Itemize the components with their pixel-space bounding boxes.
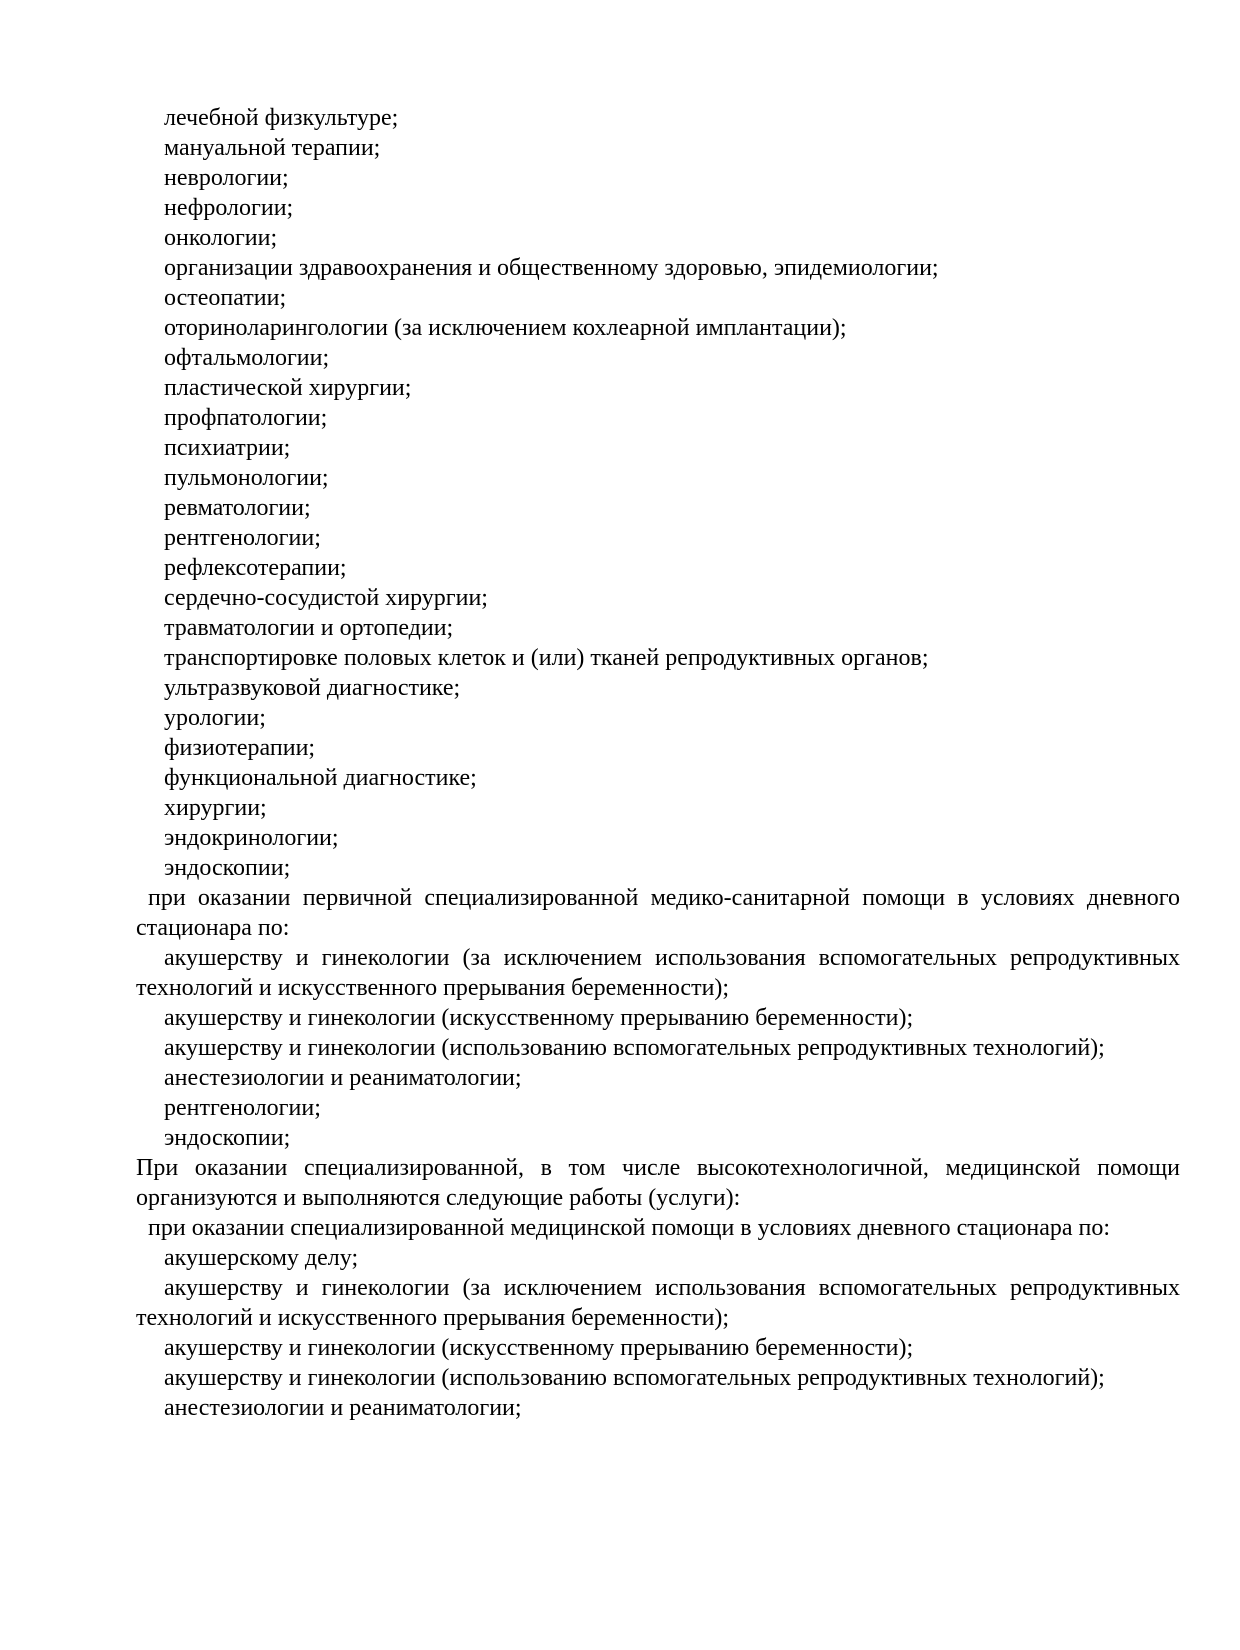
list-item: рефлексотерапии; <box>164 555 347 581</box>
list-item: пластической хирургии; <box>164 375 412 401</box>
list-item: нефрологии; <box>164 195 294 221</box>
list-item: профпатологии; <box>164 405 328 431</box>
text-content <box>136 103 1180 1423</box>
list-item: акушерству и гинекологии (искусственному прерыванию беременности); <box>164 1335 914 1361</box>
paragraph: при оказании первичной специализированной медико-санитарной помощи в условиях дневного стационара по: <box>136 885 1180 941</box>
list-item: офтальмологии; <box>164 345 330 371</box>
list-item: эндокринологии; <box>164 825 339 851</box>
list-item: акушерству и гинекологии (искусственному прерыванию беременности); <box>164 1005 914 1031</box>
list-item: акушерству и гинекологии (использованию вспомогательных репродуктивных технологий); <box>164 1365 1105 1391</box>
list-item: травматологии и ортопедии; <box>164 615 454 641</box>
list-item: хирургии; <box>164 795 267 821</box>
list-item: оториноларингологии (за исключением кохлеарной имплантации); <box>164 315 847 341</box>
list-item: акушерству и гинекологии (использованию вспомогательных репродуктивных технологий); <box>164 1035 1105 1061</box>
list-item: организации здравоохранения и общественному здоровью, эпидемиологии; <box>164 255 939 281</box>
list-item: пульмонологии; <box>164 465 329 491</box>
list-item: физиотерапии; <box>164 735 316 761</box>
paragraph: При оказании специализированной, в том числе высокотехнологичной, медицинской помощи организуются и выполняются следующие работы (услуги): <box>136 1155 1180 1211</box>
list-item: психиатрии; <box>164 435 291 461</box>
list-item: анестезиологии и реаниматологии; <box>164 1395 522 1421</box>
list-item: сердечно-сосудистой хирургии; <box>164 585 488 611</box>
paragraph: при оказании специализированной медицинской помощи в условиях дневного стационара по: <box>148 1215 1111 1241</box>
list-item: рентгенологии; <box>164 525 321 551</box>
list-item: ревматологии; <box>164 495 311 521</box>
list-item: акушерству и гинекологии (за исключением использования вспомогательных репродуктивных технологий и искусственного прерывания беременности); <box>136 945 1180 1001</box>
list-item: лечебной физкультуре; <box>164 105 399 131</box>
list-item: рентгенологии; <box>164 1095 321 1121</box>
list-item: функциональной диагностике; <box>164 765 477 791</box>
list-item: акушерскому делу; <box>164 1245 359 1271</box>
list-item: эндоскопии; <box>164 855 291 881</box>
list-item: онкологии; <box>164 225 278 251</box>
list-item: ультразвуковой диагностике; <box>164 675 461 701</box>
list-item: акушерству и гинекологии (за исключением использования вспомогательных репродуктивных технологий и искусственного прерывания беременности); <box>136 1275 1180 1331</box>
list-item: неврологии; <box>164 165 289 191</box>
list-item: мануальной терапии; <box>164 135 381 161</box>
list-item: анестезиологии и реаниматологии; <box>164 1065 522 1091</box>
list-item: эндоскопии; <box>164 1125 291 1151</box>
list-item: урологии; <box>164 705 266 731</box>
list-item: транспортировке половых клеток и (или) тканей репродуктивных органов; <box>164 645 929 671</box>
list-item: остеопатии; <box>164 285 287 311</box>
